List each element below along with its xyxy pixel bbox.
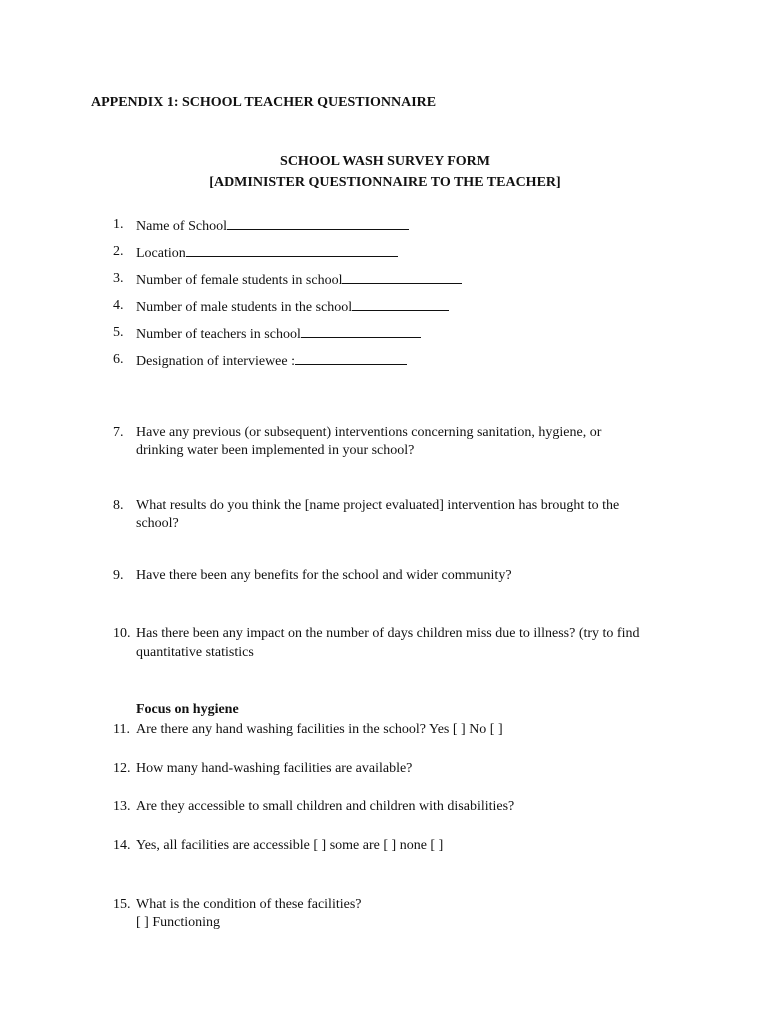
question-text: How many hand-washing facilities are available? (136, 761, 413, 776)
field-number: 4. (113, 298, 124, 313)
field-number: 5. (113, 325, 124, 340)
question-number: 14. (113, 838, 131, 853)
question-text-cont: school? (136, 516, 179, 531)
question-text: Are there any hand washing facilities in the school? Yes [ ] No [ ] (136, 722, 503, 737)
answer-blank[interactable] (227, 216, 409, 230)
field-label: Designation of interviewee : (136, 354, 296, 369)
appendix-title: APPENDIX 1: SCHOOL TEACHER QUESTIONNAIRE (91, 95, 437, 110)
question-text: What is the condition of these facilities? (136, 897, 362, 912)
question-number: 8. (113, 498, 124, 513)
question-text: Have any previous (or subsequent) interventions concerning sanitation, hygiene, or (136, 425, 602, 440)
answer-blank[interactable] (295, 351, 407, 365)
field-label: Number of male students in the school (136, 300, 353, 315)
section-heading-hygiene: Focus on hygiene (136, 702, 239, 717)
answer-blank[interactable] (186, 243, 398, 257)
field-number: 3. (113, 271, 124, 286)
question-text-cont: quantitative statistics (136, 645, 254, 660)
form-subtitle: [ADMINISTER QUESTIONNAIRE TO THE TEACHER] (209, 175, 561, 190)
question-text: Have there been any benefits for the school and wider community? (136, 568, 512, 583)
question-text: Yes, all facilities are accessible [ ] some are [ ] none [ ] (136, 838, 444, 853)
question-text: Are they accessible to small children and children with disabilities? (136, 799, 515, 814)
question-number: 11. (113, 722, 130, 737)
question-number: 7. (113, 425, 124, 440)
question-number: 12. (113, 761, 131, 776)
field-number: 6. (113, 352, 124, 367)
field-number: 2. (113, 244, 124, 259)
field-label: Number of teachers in school (136, 327, 301, 342)
answer-blank[interactable] (342, 270, 462, 284)
question-text-cont: drinking water been implemented in your school? (136, 443, 415, 458)
question-number: 15. (113, 897, 131, 912)
answer-blank[interactable] (352, 297, 449, 311)
field-label: Number of female students in school (136, 273, 343, 288)
form-title: SCHOOL WASH SURVEY FORM (280, 154, 490, 169)
option-functioning[interactable]: [ ] Functioning (136, 915, 220, 930)
field-label: Name of School (136, 219, 227, 234)
question-number: 13. (113, 799, 131, 814)
question-number: 10. (113, 626, 131, 641)
question-number: 9. (113, 568, 124, 583)
field-label: Location (136, 246, 186, 261)
answer-blank[interactable] (301, 324, 421, 338)
question-text: What results do you think the [name project evaluated] intervention has brought to the (136, 498, 620, 513)
question-text: Has there been any impact on the number of days children miss due to illness? (try to find (136, 626, 640, 641)
field-number: 1. (113, 217, 124, 232)
